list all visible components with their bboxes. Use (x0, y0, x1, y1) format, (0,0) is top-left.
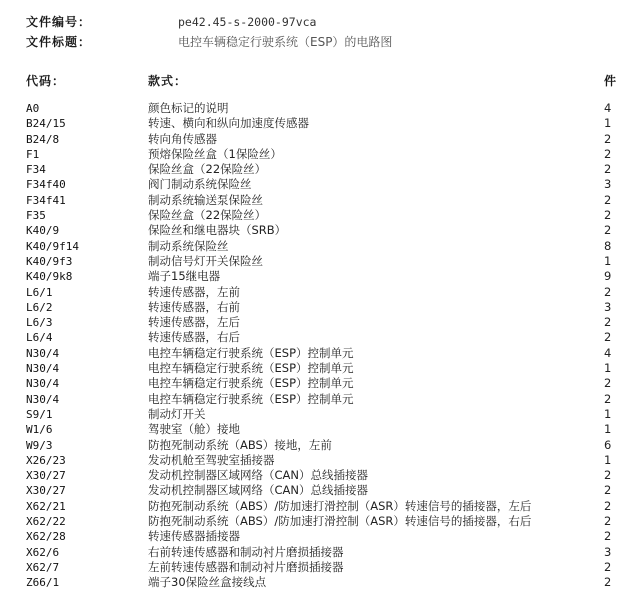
component-description: 防抱死制动系统（ABS）/防加速打滑控制（ASR）转速信号的插接器，右后 (148, 514, 532, 529)
table-row (26, 116, 626, 131)
table-row (26, 422, 626, 437)
component-code: Z66/1 (26, 576, 60, 590)
table-row (26, 346, 626, 361)
component-code: X62/21 (26, 499, 66, 513)
component-cut-off-value: 1 (604, 116, 612, 131)
table-row (26, 514, 626, 529)
table-row (26, 453, 626, 468)
component-cut-off-value: 1 (604, 422, 612, 437)
component-code: F35 (26, 209, 46, 223)
component-description: 防抱死制动系统（ABS）接地，左前 (148, 437, 332, 452)
component-description: 保险丝盒（22保险丝） (148, 208, 267, 223)
component-code: W1/6 (26, 423, 53, 437)
table-row (26, 483, 626, 498)
component-code: L6/2 (26, 300, 53, 314)
component-description: 左前转速传感器和制动衬片磨损插接器 (148, 559, 344, 574)
table-row (26, 392, 626, 407)
component-description: 制动灯开关 (148, 406, 206, 421)
component-cut-off-value: 2 (604, 192, 612, 207)
component-code: F34f40 (26, 178, 66, 192)
component-cut-off-value: 4 (604, 101, 612, 115)
table-row (26, 499, 626, 514)
component-description: 电控车辆稳定行驶系统（ESP）控制单元 (148, 391, 354, 406)
component-description: 发动机控制器区域网络（CAN）总线插接器 (148, 483, 368, 498)
component-description: 发动机舱至驾驶室插接器 (148, 452, 275, 467)
table-row (26, 300, 626, 315)
table-row (26, 147, 626, 162)
table-row (26, 193, 626, 208)
table-row (26, 223, 626, 238)
table-row (26, 208, 626, 223)
table-row (26, 407, 626, 422)
component-description: 转速传感器，左前 (148, 284, 240, 299)
component-code: X62/22 (26, 515, 66, 529)
component-code: B24/15 (26, 117, 66, 131)
component-code: K40/9 (26, 224, 60, 238)
table-row (26, 132, 626, 147)
component-code: W9/3 (26, 438, 53, 452)
component-cut-off-value: 2 (604, 529, 612, 544)
component-code: N30/4 (26, 362, 60, 376)
component-code: F34f41 (26, 193, 66, 207)
component-code: K40/9f14 (26, 239, 79, 253)
component-description: 电控车辆稳定行驶系统（ESP）控制单元 (148, 376, 354, 391)
column-header-cut-off: 件 (604, 74, 617, 88)
table-row (26, 177, 626, 192)
component-cut-off-value: 2 (604, 514, 612, 529)
component-cut-off-value: 1 (604, 361, 612, 376)
component-cut-off-value: 8 (604, 238, 612, 253)
component-code: X30/27 (26, 484, 66, 498)
component-description: 保险丝盒（22保险丝） (148, 162, 267, 177)
table-row (26, 438, 626, 453)
component-cut-off-value: 2 (604, 376, 612, 391)
component-code: F1 (26, 147, 40, 161)
component-description: 阀门制动系统保险丝 (148, 177, 252, 192)
component-description: 转速传感器，右前 (148, 299, 240, 314)
table-row (26, 101, 626, 116)
doc-title-label: 文件标题： (26, 35, 92, 49)
column-header-model: 款式： (148, 74, 188, 88)
component-code: X62/7 (26, 560, 60, 574)
component-cut-off-value: 1 (604, 406, 612, 421)
doc-title-value: 电控车辆稳定行驶系统（ESP）的电路图 (178, 35, 393, 49)
table-row (26, 269, 626, 284)
table-row (26, 545, 626, 560)
component-cut-off-value: 4 (604, 345, 612, 360)
component-description: 端子30保险丝盒接线点 (148, 575, 267, 590)
component-code: L6/3 (26, 316, 53, 330)
component-description: 端子15继电器 (148, 269, 221, 284)
component-cut-off-value: 2 (604, 330, 612, 345)
table-row (26, 361, 626, 376)
component-cut-off-value: 2 (604, 223, 612, 238)
component-cut-off-value: 2 (604, 146, 612, 161)
component-cut-off-value: 2 (604, 284, 612, 299)
component-code: A0 (26, 102, 40, 115)
component-code: F34 (26, 163, 46, 177)
component-list (26, 101, 626, 591)
component-code: L6/1 (26, 285, 53, 299)
component-cut-off-value: 2 (604, 131, 612, 146)
table-header (26, 72, 626, 90)
component-cut-off-value: 3 (604, 299, 612, 314)
component-description: 转速传感器，右后 (148, 330, 240, 345)
table-row (26, 575, 626, 590)
component-cut-off-value: 3 (604, 544, 612, 559)
component-code: K40/9k8 (26, 270, 73, 284)
doc-number-label: 文件编号： (26, 15, 92, 29)
component-code: N30/4 (26, 346, 60, 360)
component-code: K40/9f3 (26, 254, 73, 268)
component-description: 电控车辆稳定行驶系统（ESP）控制单元 (148, 361, 354, 376)
column-header-code: 代码： (26, 74, 66, 88)
component-description: 电控车辆稳定行驶系统（ESP）控制单元 (148, 345, 354, 360)
component-cut-off-value: 2 (604, 162, 612, 177)
component-code: N30/4 (26, 392, 60, 406)
table-row (26, 315, 626, 330)
component-cut-off-value: 2 (604, 559, 612, 574)
component-cut-off-value: 1 (604, 452, 612, 467)
component-cut-off-value: 2 (604, 498, 612, 513)
component-description: 制动系统保险丝 (148, 238, 229, 253)
component-description: 转速传感器，左后 (148, 315, 240, 330)
component-description: 制动系统输送泵保险丝 (148, 192, 263, 207)
component-description: 驾驶室（舱）接地 (148, 422, 240, 437)
component-code: B24/8 (26, 132, 60, 146)
component-code: L6/4 (26, 331, 53, 345)
component-code: X30/27 (26, 469, 66, 483)
table-row (26, 285, 626, 300)
component-code: X26/23 (26, 453, 66, 467)
table-row (26, 239, 626, 254)
component-cut-off-value: 2 (604, 315, 612, 330)
component-description: 右前转速传感器和制动衬片磨损插接器 (148, 544, 344, 559)
component-code: N30/4 (26, 377, 60, 391)
component-description: 转速、横向和纵向加速度传感器 (148, 116, 309, 131)
component-description: 预熔保险丝盒（1保险丝） (148, 146, 282, 161)
component-description: 防抱死制动系统（ABS）/防加速打滑控制（ASR）转速信号的插接器，左后 (148, 498, 532, 513)
component-cut-off-value: 2 (604, 483, 612, 498)
component-cut-off-value: 1 (604, 253, 612, 268)
table-row (26, 560, 626, 575)
component-description: 保险丝和继电器块（SRB） (148, 223, 287, 238)
component-cut-off-value: 3 (604, 177, 612, 192)
component-code: X62/28 (26, 530, 66, 544)
component-description: 转向角传感器 (148, 131, 217, 146)
table-row (26, 529, 626, 544)
table-row (26, 162, 626, 177)
component-description: 制动信号灯开关保险丝 (148, 253, 263, 268)
component-cut-off-value: 9 (604, 269, 612, 284)
component-code: S9/1 (26, 407, 53, 421)
component-cut-off-value: 2 (604, 391, 612, 406)
table-row (26, 254, 626, 269)
component-cut-off-value: 2 (604, 575, 612, 590)
component-description: 颜色标记的说明 (148, 101, 229, 115)
component-description: 发动机控制器区域网络（CAN）总线插接器 (148, 468, 368, 483)
component-cut-off-value: 2 (604, 468, 612, 483)
doc-number-value: pe42.45-s-2000-97vca (178, 15, 317, 29)
table-row (26, 468, 626, 483)
component-code: X62/6 (26, 545, 60, 559)
table-row (26, 376, 626, 391)
component-description: 转速传感器插接器 (148, 529, 240, 544)
component-cut-off-value: 2 (604, 208, 612, 223)
component-cut-off-value: 6 (604, 437, 612, 452)
table-row (26, 330, 626, 345)
